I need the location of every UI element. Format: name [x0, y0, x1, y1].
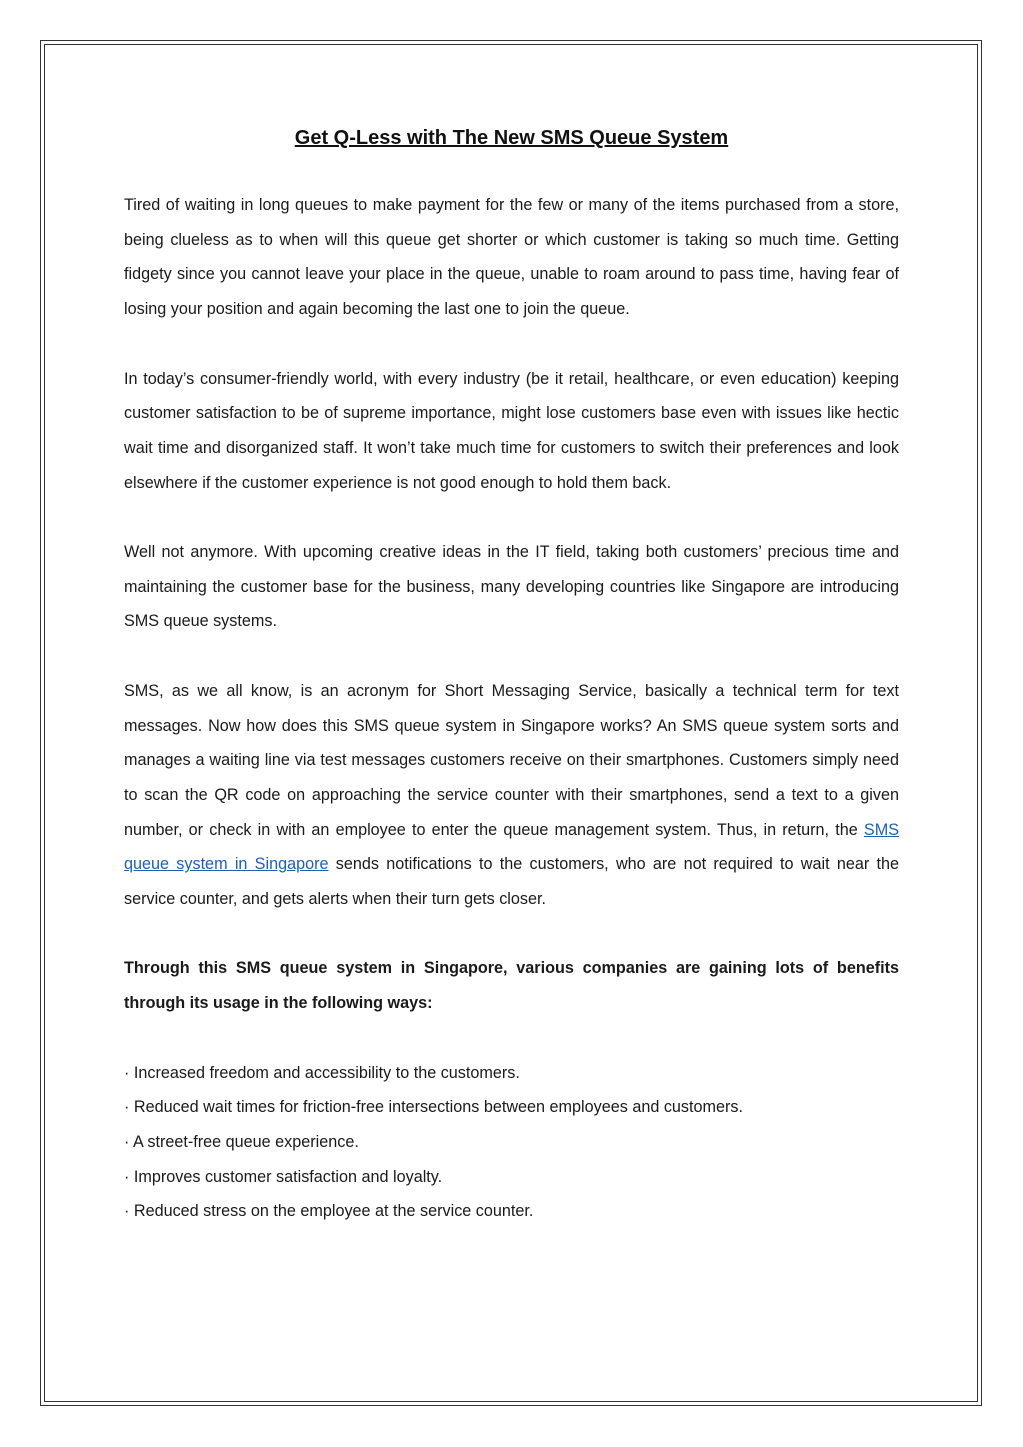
list-item: · Reduced wait times for friction-free intersections between employees and customers. — [124, 1098, 743, 1117]
page-title: Get Q-Less with The New SMS Queue System — [294, 127, 729, 149]
document-body — [124, 120, 899, 1229]
sms-text-after-link: sends notifications to the customers, who are not required to wait near the service counter, and gets alerts when their turn gets closer. — [124, 855, 900, 909]
benefits-list — [124, 1056, 899, 1230]
sms-text-before-link: SMS, as we all know, is an acronym for Short Messaging Service, basically a technical term for text messages. Now how does this SMS queue system in Singapore works? An SMS queue system sorts and manages a waiting line via test messages customers receive on their smartphones. Customers simply need to scan the QR code on approaching the service counter with their smartphones, send a text to a given number, or check in with an employee to enter the queue management system. Thus, in return, the — [124, 681, 899, 839]
list-item: · Increased freedom and accessibility to the customers. — [124, 1063, 520, 1082]
paragraph-sms-explained — [124, 674, 899, 917]
paragraph-intro: Tired of waiting in long queues to make payment for the few or many of the items purchased from a store, being clueless as to when will this queue get shorter or which customer is taking so much time. Getting fidgety since you cannot leave your place in the queue, unable to roam around to pass time, having fear of losing your position and again becoming the last one to join the queue. — [124, 196, 899, 319]
list-item: · A street-free queue experience. — [124, 1132, 359, 1151]
list-item: · Reduced stress on the employee at the service counter. — [124, 1202, 534, 1221]
list-item: · Improves customer satisfaction and loyalty. — [124, 1167, 443, 1186]
paragraph-consumer-world: In today’s consumer-friendly world, with every industry (be it retail, healthcare, or even education) keeping customer satisfaction to be of supreme importance, might lose customers base even with issues like hectic wait time and disorganized staff. It won’t take much time for customers to switch their preferences and look elsewhere if the customer experience is not good enough to hold them back. — [124, 369, 899, 492]
paragraph-benefits-heading: Through this SMS queue system in Singapore, various companies are gaining lots of benefits through its usage in the following ways: — [124, 959, 899, 1013]
paragraph-not-anymore: Well not anymore. With upcoming creative ideas in the IT field, taking both customers’ precious time and maintaining the customer base for the business, many developing countries like Singapore are introducing SMS queue systems. — [124, 543, 899, 631]
sms-queue-system-link[interactable]: SMS queue system in Singapore — [124, 820, 899, 874]
